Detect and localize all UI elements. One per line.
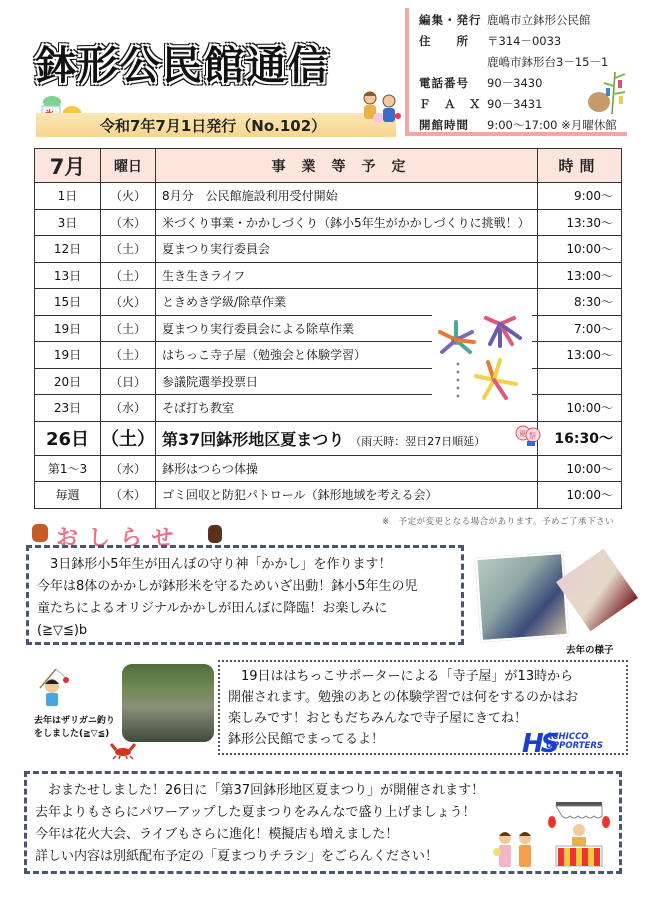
table-row [35,183,622,210]
row-day: 3日 [35,209,101,236]
row-weekday: （日） [101,368,156,395]
row-weekday: （水） [101,455,156,482]
row-weekday: （木） [101,209,156,236]
row-day: 1日 [35,183,101,210]
notice-text: 去年よりもさらにパワーアップした夏まつりをみんなで盛り上げましょう！ [35,805,476,820]
row-weekday: （水） [101,395,156,422]
table-row [35,289,622,316]
schedule-footnote: ※ 予定が変更となる場合があります。予めご了承下さい [382,517,614,527]
newsletter-title: 鉢形公民館通信 [36,43,330,89]
crayfish-icon [110,738,136,760]
svg-text:祭: 祭 [529,432,536,440]
row-event: 鉢形はつらつ体操 [156,455,538,482]
row-day: 20日 [35,368,101,395]
row-weekday: （土） [101,236,156,263]
row-event: 参議院選挙投票日 [156,368,538,395]
scarecrow-photo [556,549,638,631]
tanabata-bamboo-icon [600,70,630,115]
fax-label: Ｆ Ａ Ｘ [419,97,482,111]
row-time: 10:00～ [538,236,622,263]
hours-row [419,117,617,133]
scarecrow-notice-box [26,545,464,645]
fax-row [419,96,542,112]
table-row [35,455,622,482]
logo-initials: HS [522,729,557,759]
row-event: 夏まつり実行委員会による除草作業 [156,315,538,342]
notice-text: 詳しい内容は別紙配布予定の「夏まつりチラシ」をごらんください！ [35,849,439,864]
table-row [35,315,622,342]
table-row [35,236,622,263]
row-time: 9:00～ [538,183,622,210]
address-value: 鹿嶋市鉢形台3－15－1 [487,55,609,69]
notice-text: 童たちによるオリジナルかかしが田んぼに降臨！お楽しみに [37,601,388,616]
address-line-row [419,54,608,70]
row-weekday: （土） [101,421,156,455]
stag-beetle-icon [208,525,222,543]
fax-value: 90－3431 [487,97,543,111]
row-weekday: （土） [101,342,156,369]
row-time: 10:00～ [538,482,622,509]
publisher-info-box [405,8,627,136]
header-time: 時間 [538,149,622,183]
row-day: 第1～3 [35,455,101,482]
row-event: 8月分 公民館施設利用受付開始 [156,183,538,210]
row-time: 7:00～ [538,315,622,342]
hours-value: 9:00～17:00 ※月曜休館 [487,118,617,132]
row-day: 12日 [35,236,101,263]
festival-stall-icon [548,800,610,868]
publisher-row [419,12,591,28]
row-day: 毎週 [35,482,101,509]
beetle-icon [32,524,48,542]
issue-date: 令和7年7月1日発行（No.102） [100,117,327,135]
photo-caption: 去年の様子 [566,645,614,656]
table-row [35,368,622,395]
row-event: 生き生きライフ [156,262,538,289]
row-event: ときめき学級/除草作業 [156,289,538,316]
table-row [35,395,622,422]
row-weekday: （火） [101,289,156,316]
logo-text [546,733,603,751]
tel-label: 電話番号 [419,76,469,90]
yukata-girls-icon [493,828,539,872]
festival-fan-icon [515,425,541,447]
notice-text: 鉢形公民館でまってるよ！ [228,732,385,747]
row-event: ゴミ回収と防犯パトロール（鉢形地域を考える会） [156,482,538,509]
row-time [538,368,622,395]
row-event-title: 第37回鉢形地区夏まつり [162,429,345,449]
row-day: 19日 [35,342,101,369]
table-row [35,262,622,289]
fishing-kid-icon [38,668,70,708]
row-time: 10:00～ [538,455,622,482]
address-row [419,33,561,49]
notice-text: 開催されます。勉強のあとの体験学習では何をするのかはお [228,690,578,705]
row-time: 8:30～ [538,289,622,316]
row-day: 15日 [35,289,101,316]
notice-text: (≧▽≦)b [37,623,88,638]
row-event-note: （雨天時：翌日27日順延） [350,434,486,448]
tel-row [419,75,542,91]
publisher-value: 鹿嶋市立鉢形公民館 [487,13,591,27]
hours-label: 開館時間 [419,118,469,132]
row-time: 10:00～ [538,395,622,422]
crayfish-fishing-photo [122,664,214,742]
row-weekday: （火） [101,183,156,210]
svg-text:夏: 夏 [519,430,526,438]
row-day: 23日 [35,395,101,422]
row-weekday: （土） [101,315,156,342]
notice-heading: おしらせ [56,526,184,551]
fishing-caption [34,715,115,741]
kids-illustration-icon [358,88,402,132]
row-day: 26日 [35,421,101,455]
table-row [35,482,622,509]
row-day: 13日 [35,262,101,289]
address-label: 住 所 [419,34,469,48]
header-event: 事業等予定 [156,149,538,183]
notice-text: 楽しみです！おともだちみんなで寺子屋にきてね！ [228,711,528,726]
schedule-table [34,148,622,509]
hachicco-supporters-logo [522,731,624,757]
notice-text: おまたせしました！26日に「第37回鉢形地区夏まつり」が開催されます！ [48,783,485,798]
row-event: 夏まつり実行委員会 [156,236,538,263]
notice-text: 3日鉢形小5年生が田んぼの守り神「かかし」を作ります！ [50,557,392,572]
logo-line1: ACHICCO [546,732,589,742]
table-row [35,342,622,369]
row-weekday: （木） [101,482,156,509]
row-event: そば打ち教室 [156,395,538,422]
notice-text: 今年は花火大会、ライブもさらに進化！模擬店も増えました！ [35,827,399,842]
row-day: 19日 [35,315,101,342]
fishing-caption-line: 去年はザリガニ釣り [34,716,115,726]
row-event [156,421,538,455]
table-header-row [35,149,622,183]
row-event: はちっこ寺子屋（勉強会と体験学習） [156,342,538,369]
row-weekday: （土） [101,262,156,289]
header-month: 7月 [35,149,101,183]
fishing-caption-line: をしました(≧▽≦) [34,729,110,739]
row-event: 米づくり事業・かかしづくり（鉢小5年生がかかしづくりに挑戦！） [156,209,538,236]
table-row [35,209,622,236]
tel-value: 90－3430 [487,76,543,90]
publisher-label: 編集・発行 [419,13,482,27]
notice-text: 19日ははちっこサポーターによる「寺子屋」が13時から [241,669,574,684]
postal-code: 〒314－0033 [487,34,562,48]
row-time: 13:00～ [538,342,622,369]
row-time: 13:00～ [538,262,622,289]
row-time: 13:30～ [538,209,622,236]
logo-line2: UPPORTERS [546,741,604,751]
notice-text: 今年は8体のかかしが鉢形米を守るためいざ出動！鉢小5年生の児 [37,579,418,594]
header-weekday: 曜日 [101,149,156,183]
scarecrow-making-photo [475,552,569,642]
row-time: 16:30～ [538,421,622,455]
